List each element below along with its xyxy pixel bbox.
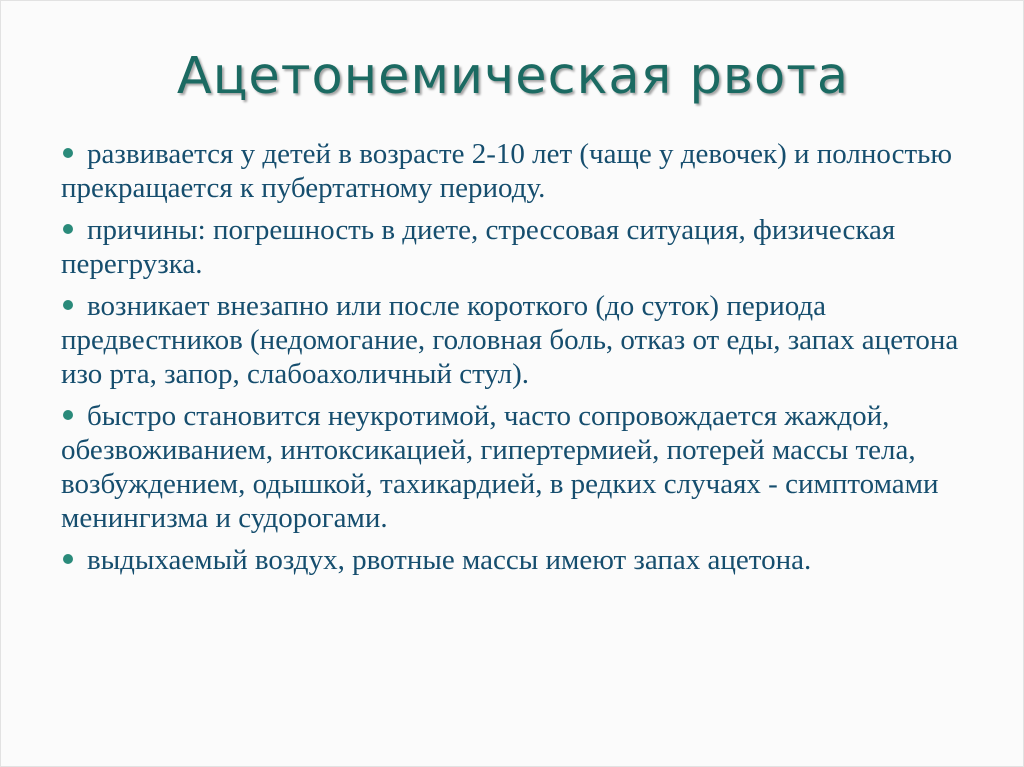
- bullet-item: [61, 399, 981, 535]
- bullet-item: [61, 213, 981, 281]
- bullet-item: [61, 137, 981, 205]
- bullet-item: [61, 289, 981, 391]
- bullet-dot-icon: [63, 554, 73, 564]
- bullet-dot-icon: [63, 224, 73, 234]
- bullet-dot-icon: [63, 148, 73, 158]
- bullet-text: выдыхаемый воздух, рвотные массы имеют запах ацетона.: [87, 544, 812, 576]
- bullet-dot-icon: [63, 410, 73, 420]
- bullet-text: причины: погрешность в диете, стрессовая ситуация, физическая перегрузка.: [61, 214, 896, 280]
- slide-title: Ацетонемическая рвота: [176, 47, 850, 106]
- bullet-text: быстро становится неукротимой, часто сопровождается жаждой, обезвоживанием, интоксикацией, гипертермией, потерей массы тела, возбуждением, одышкой, тахикардией, в редких случаях - симптомами менингизма и судорогами.: [61, 400, 939, 534]
- bullet-list: [61, 137, 981, 585]
- bullet-dot-icon: [63, 300, 73, 310]
- bullet-item: [61, 543, 981, 577]
- bullet-text: возникает внезапно или после короткого (до суток) периода предвестников (недомогание, головная боль, отказ от еды, запах ацетона изо рта, запор, слабоахоличный стул).: [61, 290, 959, 390]
- bullet-text: развивается у детей в возрасте 2-10 лет (чаще у девочек) и полностью прекращается к пубертатному периоду.: [61, 138, 953, 204]
